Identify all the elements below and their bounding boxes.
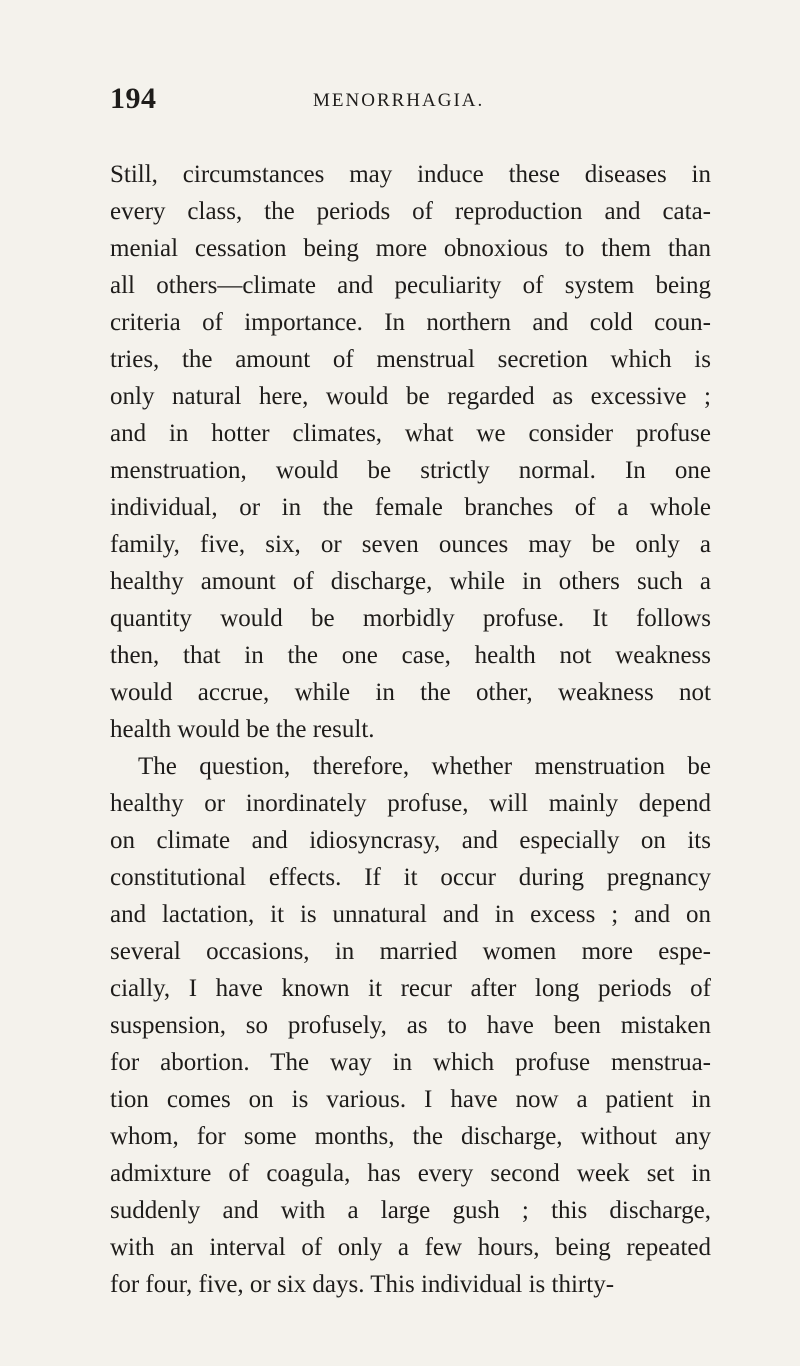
text-line: for four, five, or six days. This individual is thirty- [110, 1271, 615, 1298]
text-line: suddenly and with a large gush ; this discharge, [110, 1197, 711, 1224]
running-title: MENORRHAGIA. [313, 90, 485, 111]
text-line: on climate and idiosyncrasy, and especially on its [110, 827, 711, 854]
text-line: suspension, so profusely, as to have been mistaken [110, 1012, 711, 1039]
text-line: admixture of coagula, has every second week set in [110, 1160, 711, 1187]
text-line: menstruation, would be strictly normal. In one [110, 457, 711, 484]
text-line: tion comes on is various. I have now a patient in [110, 1086, 711, 1113]
text-line: and lactation, it is unnatural and in excess ; and on [110, 901, 711, 928]
text-line: all others—climate and peculiarity of system being [110, 272, 711, 299]
text-line: cially, I have known it recur after long periods of [110, 975, 711, 1002]
page-number: 194 [110, 82, 157, 115]
text-line: only natural here, would be regarded as excessive ; [110, 383, 711, 410]
text-line: health would be the result. [110, 716, 375, 743]
text-line: tries, the amount of menstrual secretion which is [110, 346, 711, 373]
paragraph [110, 748, 711, 1303]
text-line: family, five, six, or seven ounces may be only a [110, 531, 711, 558]
running-head [110, 82, 710, 122]
text-line: would accrue, while in the other, weakness not [110, 679, 711, 706]
text-line: healthy amount of discharge, while in others such a [110, 568, 711, 595]
paragraph [110, 156, 711, 748]
text-line: every class, the periods of reproduction and cata- [110, 198, 711, 225]
text-line: whom, for some months, the discharge, without any [110, 1123, 711, 1150]
text-line: with an interval of only a few hours, being repeated [110, 1234, 711, 1261]
text-line: for abortion. The way in which profuse menstrua- [110, 1049, 711, 1076]
body-text [110, 156, 711, 1303]
text-line: individual, or in the female branches of a whole [110, 494, 711, 521]
text-line: and in hotter climates, what we consider profuse [110, 420, 711, 447]
text-line: healthy or inordinately profuse, will mainly depend [110, 790, 711, 817]
text-line: criteria of importance. In northern and cold coun- [110, 309, 711, 336]
text-line: then, that in the one case, health not weakness [110, 642, 711, 669]
text-line: menial cessation being more obnoxious to them than [110, 235, 711, 262]
text-line: Still, circumstances may induce these diseases in [110, 161, 711, 188]
text-line: quantity would be morbidly profuse. It follows [110, 605, 711, 632]
text-line: several occasions, in married women more espe- [110, 938, 711, 965]
text-line: The question, therefore, whether menstruation be [138, 753, 711, 780]
text-line: constitutional effects. If it occur during pregnancy [110, 864, 711, 891]
